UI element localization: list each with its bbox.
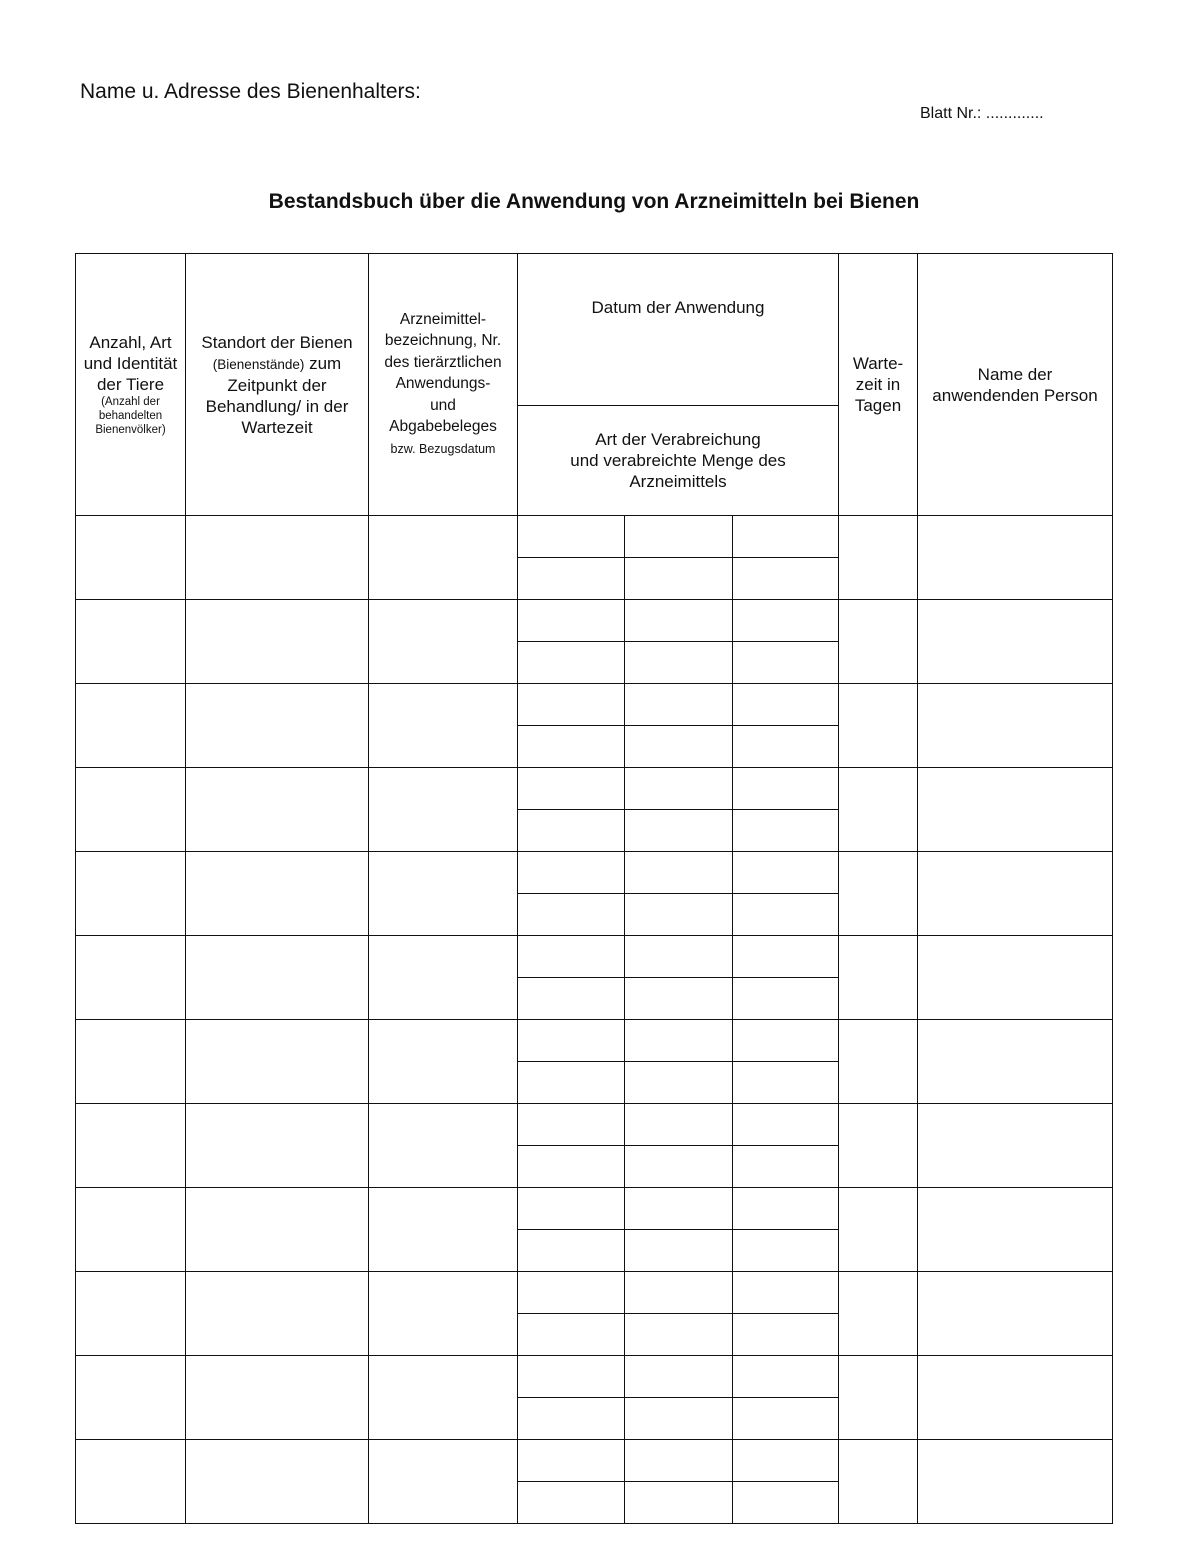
withdrawal-cell[interactable] [839,1272,918,1356]
animals-cell[interactable] [76,1188,186,1272]
table-row [76,516,1113,558]
table-row [76,684,1113,726]
header-location-line: Behandlung/ in der [205,396,349,416]
animals-cell[interactable] [76,768,186,852]
animals-cell[interactable] [76,1104,186,1188]
header-location [186,254,369,516]
header-medicine-line: Anwendungs- [395,375,491,393]
withdrawal-cell[interactable] [839,1104,918,1188]
animals-cell[interactable] [76,1020,186,1104]
application-cell[interactable] [518,684,625,726]
person-cell[interactable] [918,1188,1113,1272]
person-cell[interactable] [918,1020,1113,1104]
table-row [76,1440,1113,1482]
header-location-line: zum [304,353,342,373]
withdrawal-cell[interactable] [839,1440,918,1524]
application-cell[interactable] [733,936,839,978]
medicine-cell[interactable] [369,600,518,684]
person-cell[interactable] [918,1104,1113,1188]
medicine-cell[interactable] [369,1188,518,1272]
application-cell[interactable] [625,1482,733,1524]
application-cell[interactable] [625,768,733,810]
application-cell[interactable] [625,600,733,642]
header-location-line: Wartezeit [241,417,313,437]
application-cell[interactable] [518,600,625,642]
table-row [76,1104,1113,1146]
location-cell[interactable] [186,516,369,600]
medicine-cell[interactable] [369,1104,518,1188]
location-cell[interactable] [186,1272,369,1356]
location-cell[interactable] [186,1104,369,1188]
application-cell[interactable] [518,1188,625,1230]
application-cell[interactable] [518,1272,625,1314]
header-person-line: anwendenden Person [932,385,1098,405]
application-cell[interactable] [733,1482,839,1524]
header-withdrawal-period [839,254,918,516]
application-cell[interactable] [625,894,733,936]
application-cell[interactable] [518,768,625,810]
animals-cell[interactable] [76,684,186,768]
animals-cell[interactable] [76,936,186,1020]
location-cell[interactable] [186,1188,369,1272]
header-application-date-label: Datum der Anwendung [591,298,765,317]
application-cell[interactable] [733,852,839,894]
application-cell[interactable] [518,1440,625,1482]
withdrawal-cell[interactable] [839,600,918,684]
person-cell[interactable] [918,768,1113,852]
location-cell[interactable] [186,684,369,768]
application-cell[interactable] [625,1146,733,1188]
application-cell[interactable] [733,1314,839,1356]
person-cell[interactable] [918,1356,1113,1440]
person-cell[interactable] [918,516,1113,600]
withdrawal-cell[interactable] [839,936,918,1020]
location-cell[interactable] [186,1356,369,1440]
header-medicine-line: des tierärztlichen [384,353,502,371]
application-cell[interactable] [518,1146,625,1188]
application-cell[interactable] [733,516,839,558]
medicine-cell[interactable] [369,1440,518,1524]
application-cell[interactable] [518,558,625,600]
application-cell[interactable] [518,516,625,558]
header-location-note: (Bienenstände) [212,356,305,372]
application-cell[interactable] [733,1020,839,1062]
medicine-cell[interactable] [369,936,518,1020]
withdrawal-cell[interactable] [839,768,918,852]
medication-record-table [75,253,1113,1524]
header-administering-person [918,254,1113,516]
application-cell[interactable] [625,936,733,978]
animals-cell[interactable] [76,1272,186,1356]
location-cell[interactable] [186,1020,369,1104]
header-animals [76,254,186,516]
header-medicine-note: bzw. Bezugsdatum [390,441,496,456]
application-cell[interactable] [733,1188,839,1230]
header-withdrawal-line: zeit in [855,375,901,394]
location-cell[interactable] [186,1440,369,1524]
application-cell[interactable] [625,1356,733,1398]
application-cell[interactable] [518,978,625,1020]
medicine-cell[interactable] [369,1020,518,1104]
application-cell[interactable] [733,558,839,600]
person-cell[interactable] [918,1272,1113,1356]
application-cell[interactable] [518,1314,625,1356]
application-cell[interactable] [518,1398,625,1440]
location-cell[interactable] [186,852,369,936]
application-cell[interactable] [518,852,625,894]
application-cell[interactable] [518,642,625,684]
medicine-cell[interactable] [369,684,518,768]
application-cell[interactable] [518,1020,625,1062]
medicine-cell[interactable] [369,516,518,600]
animals-cell[interactable] [76,1440,186,1524]
table-row [76,936,1113,978]
application-cell[interactable] [625,852,733,894]
header-location-line: Zeitpunkt der [227,375,327,395]
medicine-cell[interactable] [369,1272,518,1356]
application-cell[interactable] [625,1230,733,1272]
header-administration-line: und verabreichte Menge des [570,451,786,470]
animals-cell[interactable] [76,516,186,600]
animals-cell[interactable] [76,1356,186,1440]
application-cell[interactable] [733,1398,839,1440]
application-cell[interactable] [733,1230,839,1272]
application-cell[interactable] [733,726,839,768]
withdrawal-cell[interactable] [839,1356,918,1440]
application-cell[interactable] [518,1230,625,1272]
application-cell[interactable] [733,1104,839,1146]
header-withdrawal-line: Tagen [854,396,902,415]
application-cell[interactable] [518,1062,625,1104]
header-medicine [369,254,518,516]
application-cell[interactable] [733,810,839,852]
location-cell[interactable] [186,936,369,1020]
header-medicine-line: bezeichnung, Nr. [384,332,502,350]
sheet-number-label: Blatt Nr.: ............. [920,105,1044,122]
animals-cell[interactable] [76,600,186,684]
application-cell[interactable] [733,1272,839,1314]
withdrawal-cell[interactable] [839,516,918,600]
person-cell[interactable] [918,852,1113,936]
application-cell[interactable] [733,642,839,684]
application-cell[interactable] [625,726,733,768]
animals-cell[interactable] [76,852,186,936]
header-medicine-line: Arzneimittel- [399,310,487,328]
document-title: Bestandsbuch über die Anwendung von Arzneimitteln bei Bienen [268,190,920,213]
table-row [76,1188,1113,1230]
header-animals-line: der Tiere [96,374,165,394]
header-person-line: Name der [977,364,1053,384]
application-cell[interactable] [518,1482,625,1524]
application-cell[interactable] [518,1104,625,1146]
withdrawal-cell[interactable] [839,1188,918,1272]
table-row [76,768,1113,810]
location-cell[interactable] [186,768,369,852]
application-cell[interactable] [625,810,733,852]
header-withdrawal-line: Warte- [852,354,904,373]
application-cell[interactable] [518,1356,625,1398]
table-row [76,852,1113,894]
table-row [76,1356,1113,1398]
header-animals-note: (Anzahl der behandelten Bienenvölker) [95,395,166,436]
application-cell[interactable] [733,1062,839,1104]
table-row [76,600,1113,642]
medicine-cell[interactable] [369,1356,518,1440]
application-cell[interactable] [625,1062,733,1104]
application-cell[interactable] [625,1020,733,1062]
application-cell[interactable] [518,936,625,978]
application-cell[interactable] [625,642,733,684]
application-cell[interactable] [625,1104,733,1146]
header-application-date [518,254,839,406]
application-cell[interactable] [625,1314,733,1356]
application-cell[interactable] [625,1398,733,1440]
application-cell[interactable] [625,978,733,1020]
application-cell[interactable] [733,978,839,1020]
application-cell[interactable] [733,684,839,726]
person-cell[interactable] [918,1440,1113,1524]
application-cell[interactable] [625,1272,733,1314]
header-medicine-line: und [430,396,456,414]
application-cell[interactable] [625,516,733,558]
medicine-cell[interactable] [369,852,518,936]
application-cell[interactable] [733,1440,839,1482]
withdrawal-cell[interactable] [839,1020,918,1104]
withdrawal-cell[interactable] [839,684,918,768]
application-cell[interactable] [518,894,625,936]
person-cell[interactable] [918,600,1113,684]
application-cell[interactable] [733,768,839,810]
application-cell[interactable] [625,684,733,726]
header-location-line: Standort der Bienen [201,332,353,352]
medicine-cell[interactable] [369,768,518,852]
application-cell[interactable] [625,558,733,600]
person-cell[interactable] [918,684,1113,768]
application-cell[interactable] [733,1356,839,1398]
header-administration [518,406,839,516]
application-cell[interactable] [625,1188,733,1230]
table-row [76,1020,1113,1062]
owner-name-address-label: Name u. Adresse des Bienenhalters: [80,80,421,103]
application-cell[interactable] [733,894,839,936]
header-medicine-line: Abgabebeleges [389,418,497,436]
header-administration-line: Arzneimittels [629,472,727,491]
application-cell[interactable] [518,810,625,852]
withdrawal-cell[interactable] [839,852,918,936]
location-cell[interactable] [186,600,369,684]
header-animals-line: Anzahl, Art [89,332,172,352]
header-animals-line: und Identität [83,353,178,373]
application-cell[interactable] [625,1440,733,1482]
application-cell[interactable] [518,726,625,768]
application-cell[interactable] [733,1146,839,1188]
table-row [76,1272,1113,1314]
person-cell[interactable] [918,936,1113,1020]
application-cell[interactable] [733,600,839,642]
header-administration-line: Art der Verabreichung [595,430,761,449]
